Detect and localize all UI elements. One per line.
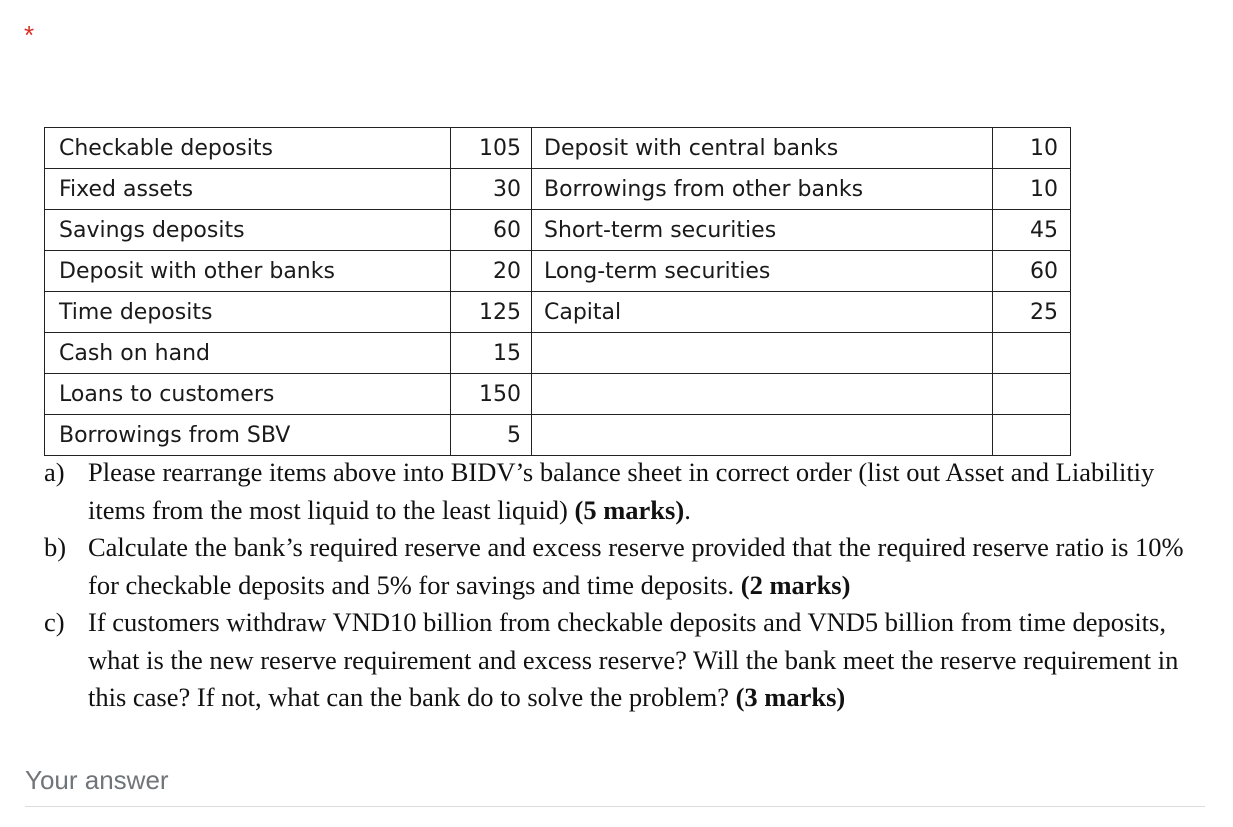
part-text: Please rearrange items above into BIDV’s balance sheet in correct order (list out Asset and Liabilitiy items from the most liquid to the least liquid) <box>88 457 1155 525</box>
left-item-cell: Deposit with other banks <box>45 251 451 292</box>
left-item-cell: Savings deposits <box>45 210 451 251</box>
right-value-cell: 25 <box>993 292 1071 333</box>
part-marks: (5 marks) <box>574 494 685 525</box>
left-item-cell: Cash on hand <box>45 333 451 374</box>
left-value-cell: 150 <box>451 374 532 415</box>
question-part-c <box>44 604 1214 717</box>
part-text: If customers withdraw VND10 billion from checkable deposits and VND5 billion from time deposits, what is the new reserve requirement and excess reserve? Will the bank meet the reserve requirement in this case? If not, what can the bank do to solve the problem? <box>88 607 1179 712</box>
table-row <box>45 292 1071 333</box>
question-part-a <box>44 454 1214 529</box>
right-value-cell: 10 <box>993 128 1071 169</box>
left-value-cell: 20 <box>451 251 532 292</box>
left-item-cell: Time deposits <box>45 292 451 333</box>
left-value-cell: 105 <box>451 128 532 169</box>
part-text: Calculate the bank’s required reserve and excess reserve provided that the required reserve ratio is 10% for checkable deposits and 5% for savings and time deposits. <box>88 532 1184 600</box>
question-parts-list <box>44 454 1214 717</box>
question-part-b <box>44 529 1214 604</box>
right-item-cell: Deposit with central banks <box>532 128 993 169</box>
right-item-cell: Borrowings from other banks <box>532 169 993 210</box>
left-value-cell: 125 <box>451 292 532 333</box>
balance-items-table <box>44 127 1071 456</box>
right-item-cell <box>532 415 993 456</box>
right-item-cell: Short-term securities <box>532 210 993 251</box>
part-letter: b) <box>44 532 67 562</box>
left-item-cell: Borrowings from SBV <box>45 415 451 456</box>
part-letter: c) <box>44 607 65 637</box>
part-letter: a) <box>44 457 65 487</box>
table-row <box>45 415 1071 456</box>
left-value-cell: 30 <box>451 169 532 210</box>
part-marks: (2 marks) <box>740 569 851 600</box>
right-value-cell <box>993 333 1071 374</box>
left-value-cell: 60 <box>451 210 532 251</box>
table-row <box>45 169 1071 210</box>
answer-placeholder: Your answer <box>25 765 169 795</box>
right-item-cell <box>532 333 993 374</box>
table-row <box>45 128 1071 169</box>
right-value-cell: 45 <box>993 210 1071 251</box>
right-value-cell <box>993 415 1071 456</box>
left-value-cell: 5 <box>451 415 532 456</box>
answer-input[interactable] <box>25 757 1205 807</box>
left-value-cell: 15 <box>451 333 532 374</box>
right-value-cell: 60 <box>993 251 1071 292</box>
right-item-cell: Long-term securities <box>532 251 993 292</box>
right-value-cell: 10 <box>993 169 1071 210</box>
left-item-cell: Fixed assets <box>45 169 451 210</box>
table-row <box>45 374 1071 415</box>
part-marks: (3 marks) <box>735 682 846 712</box>
table-row <box>45 251 1071 292</box>
left-item-cell: Checkable deposits <box>45 128 451 169</box>
right-item-cell: Capital <box>532 292 993 333</box>
part-suffix: . <box>684 494 691 525</box>
left-item-cell: Loans to customers <box>45 374 451 415</box>
table-row <box>45 210 1071 251</box>
right-value-cell <box>993 374 1071 415</box>
right-item-cell <box>532 374 993 415</box>
required-asterisk: * <box>24 20 35 50</box>
table-row <box>45 333 1071 374</box>
